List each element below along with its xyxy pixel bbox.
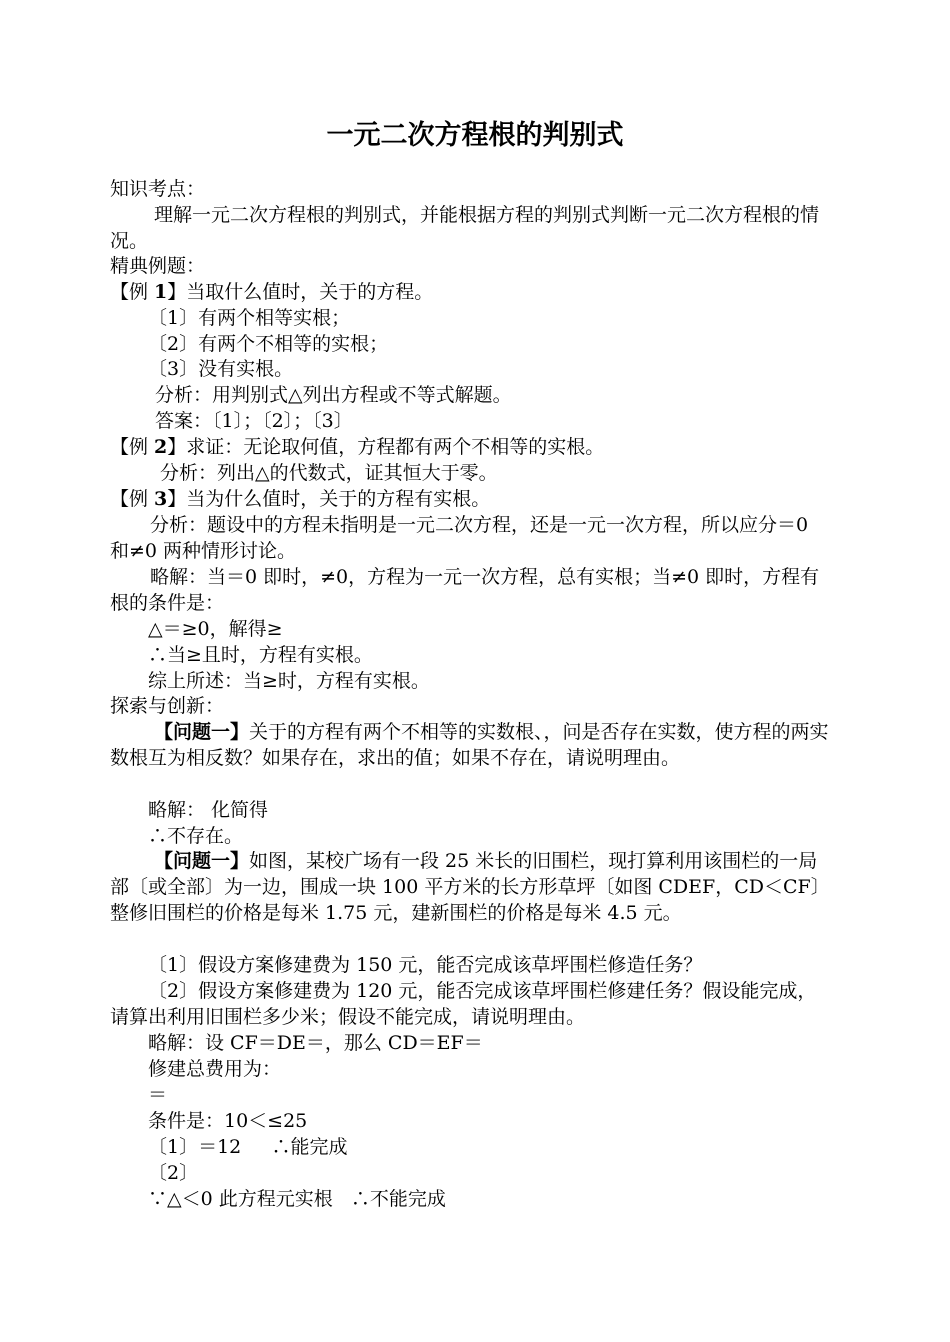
example-1-label-close: 】 bbox=[167, 281, 187, 303]
example-2-analysis: 分析：列出△的代数式，证其恒大于零。 bbox=[160, 462, 498, 484]
example-1-item: 〔2〕有两个不相等的实根； bbox=[148, 333, 389, 355]
problem-2-answer-1: 〔1〕＝12 ∴能完成 bbox=[148, 1136, 348, 1158]
problem-2-label: 【问题一】 bbox=[154, 850, 250, 872]
example-3-text: 当为什么值时，关于的方程有实根。 bbox=[186, 488, 491, 510]
example-3-step-2: ∴当≥且时，方程有实根。 bbox=[148, 644, 373, 666]
example-3-conclusion: 综上所述：当≥时，方程有实根。 bbox=[148, 670, 430, 692]
example-3-analysis: 分析：题设中的方程未指明是一元二次方程，还是一元一次方程，所以应分＝0 和≠0 两种情形讨论。 bbox=[110, 514, 809, 562]
example-2-label-close: 】 bbox=[167, 436, 187, 458]
example-1-answer: 答案：〔1〕；〔2〕；〔3〕 bbox=[155, 410, 353, 432]
example-2-label-num: 2 bbox=[154, 436, 168, 458]
problem-2-answer-2: 〔2〕 bbox=[148, 1162, 199, 1184]
example-1-text: 当取什么值时，关于的方程。 bbox=[186, 281, 434, 303]
example-2-label-open: 【例 bbox=[110, 436, 155, 458]
problem-2-text: 如图，某校广场有一段 25 米长的旧围栏，现打算利用该围栏的一局部〔或全部〕为一边，围成一块 100 平方米的长方形草坪〔如图 CDEF，CD＜CF〕整修旧围栏的价格是每米 1.75 元，建新围栏的价格是每米 4.5 元。 bbox=[110, 850, 830, 924]
example-1-item: 〔3〕没有实根。 bbox=[148, 358, 294, 380]
example-3-label-close: 】 bbox=[167, 488, 187, 510]
example-2 bbox=[110, 434, 850, 460]
problem-2-question-1: 〔1〕假设方案修建费为 150 元，能否完成该草坪围栏修造任务？ bbox=[148, 954, 703, 976]
example-1-item: 〔1〕有两个相等实根； bbox=[148, 307, 351, 329]
example-3-label-num: 3 bbox=[154, 488, 168, 510]
knowledge-heading: 知识考点： bbox=[110, 178, 206, 200]
problem-1-conclusion: ∴不存在。 bbox=[148, 825, 244, 847]
example-3 bbox=[110, 486, 850, 512]
problem-2-question-2: 〔2〕假设方案修建费为 120 元，能否完成该草坪围栏修建任务？假设能完成，请算出利用旧围栏多少米；假设不能完成，请说明理由。 bbox=[110, 980, 817, 1028]
problem-2-answer-2b: ∵△＜0 此方程元实根 ∴不能完成 bbox=[148, 1188, 446, 1210]
example-1-analysis: 分析：用判别式△列出方程或不等式解题。 bbox=[155, 384, 512, 406]
knowledge-text: 理解一元二次方程根的判别式，并能根据方程的判别式判断一元二次方程根的情况。 bbox=[110, 204, 820, 252]
problem-1-solution: 略解： 化简得 bbox=[148, 799, 269, 821]
problem-2-solution: 略解：设 CF＝DE＝，那么 CD＝EF＝ bbox=[148, 1032, 483, 1054]
problem-2-condition: 条件是：10＜≤25 bbox=[148, 1110, 308, 1132]
explore-heading: 探索与创新： bbox=[110, 695, 225, 717]
example-3-label-open: 【例 bbox=[110, 488, 155, 510]
problem-2-cost: 修建总费用为： bbox=[148, 1058, 282, 1080]
example-1 bbox=[110, 279, 850, 305]
examples-heading: 精典例题： bbox=[110, 255, 206, 277]
example-1-label-open: 【例 bbox=[110, 281, 155, 303]
problem-1 bbox=[110, 719, 832, 771]
problem-2 bbox=[110, 848, 832, 926]
example-2-text: 求证：无论取何值，方程都有两个不相等的实根。 bbox=[186, 436, 605, 458]
example-3-step-1: △＝≥0，解得≥ bbox=[148, 618, 283, 640]
example-3-solution: 略解：当＝0 即时，≠0，方程为一元一次方程，总有实根；当≠0 即时，方程有根的条件是： bbox=[110, 566, 820, 614]
page-title: 一元二次方程根的判别式 bbox=[326, 120, 624, 151]
problem-1-text: 关于的方程有两个不相等的实数根、，问是否存在实数，使方程的两实数根互为相反数？如果存在，求出的值；如果不存在，请说明理由。 bbox=[110, 721, 829, 769]
problem-1-label: 【问题一】 bbox=[154, 721, 250, 743]
example-1-label-num: 1 bbox=[154, 281, 168, 303]
problem-2-equals: ＝ bbox=[148, 1084, 168, 1106]
